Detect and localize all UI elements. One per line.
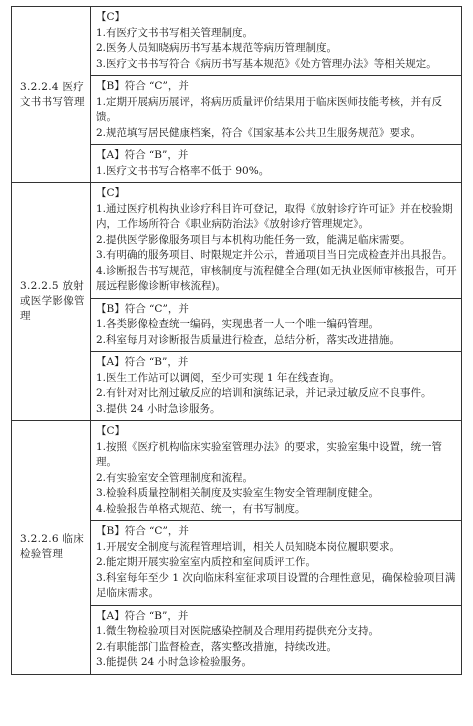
- grade-level-heading: 【A】符合 “B”，并: [96, 356, 189, 368]
- grade-level-heading: 【C】: [96, 11, 126, 23]
- standards-table: [11, 6, 462, 675]
- criteria-item: 3.检验科质量控制相关制度及实验室生物安全管理制度健全。: [96, 487, 380, 499]
- criteria-cell: [91, 605, 462, 674]
- criteria-item: 4.检验报告单格式规范、统一，有书写制度。: [96, 502, 306, 515]
- criteria-item: 2.规范填写居民健康档案，符合《国家基本公共卫生服务规范》要求。: [96, 126, 422, 139]
- criteria-item: 1.开展安全制度与流程管理培训，相关人员知晓本岗位履职要求。: [96, 540, 401, 553]
- criteria-item: 1.按照《医疗机构临床实验室管理办法》的要求，实验室集中设置，统一管理。: [96, 440, 443, 468]
- criteria-cell: [91, 421, 462, 521]
- grade-level-heading: 【B】符合 “C”，并: [96, 525, 189, 537]
- section-label: 3.2.2.6 临床检验管理: [12, 421, 91, 675]
- criteria-cell: [91, 521, 462, 606]
- grade-level-heading: 【A】符合 “B”，并: [96, 609, 189, 622]
- criteria-item: 3.有明确的服务项目、时限规定并公示，普通项目当日完成检查并出具报告。: [96, 249, 453, 261]
- grade-level-heading: 【C】: [96, 187, 126, 199]
- criteria-item: 2.科室每月对诊断报告质量进行检查，总结分析，落实改进措施。: [96, 333, 401, 346]
- criteria-cell: [91, 7, 462, 76]
- criteria-item: 4.诊断报告书写规范，审核制度与流程健全合理(如无执业医师审核报告，可开展远程影像诊断审核流程)。: [96, 264, 457, 292]
- grade-level-heading: 【B】符合 “C”，并: [96, 80, 189, 92]
- grade-level-heading: 【A】符合 “B”，并: [96, 149, 189, 161]
- criteria-item: 1.有医疗文书书写相关管理制度。: [96, 26, 254, 39]
- criteria-item: 2.有针对对比剂过敏反应的培训和演练记录，并记录过敏反应不良事件。: [96, 387, 432, 399]
- criteria-item: 1.通过医疗机构执业诊疗科目许可登记，取得《放射诊疗许可证》并在校验期内，工作场所符合《职业病防治法》《放射诊疗管理规定》。: [96, 202, 453, 230]
- criteria-cell: [91, 298, 462, 352]
- criteria-item: 1.医生工作站可以调阅，至少可实现 1 年在线查询。: [96, 371, 340, 384]
- grade-level-heading: 【B】符合 “C”，并: [96, 302, 189, 315]
- criteria-item: 2.能定期开展实验室室内质控和室间质评工作。: [96, 556, 317, 568]
- table-row: [12, 421, 462, 521]
- criteria-cell: [91, 352, 462, 421]
- table-body: [12, 7, 462, 675]
- criteria-cell: [91, 183, 462, 299]
- criteria-item: 2.提供医学影像服务项目与本机构功能任务一致，能满足临床需要。: [96, 233, 411, 246]
- criteria-item: 2.有实验室安全管理制度和流程。: [96, 471, 254, 484]
- criteria-item: 3.科室每年至少 1 次向临床科室征求项目设置的合理性意见，确保检验项目满足临床需求。: [96, 571, 456, 599]
- table-row: [12, 7, 462, 76]
- section-label: 3.2.2.4 医疗文书书写管理: [12, 7, 91, 183]
- criteria-item: 1.各类影像检查统一编码，实现患者一人一个唯一编码管理。: [96, 318, 380, 330]
- criteria-cell: [91, 145, 462, 183]
- table-row: [12, 183, 462, 299]
- section-label: 3.2.2.5 放射或医学影像管理: [12, 183, 91, 421]
- criteria-item: 3.能提供 24 小时急诊检验服务。: [96, 656, 253, 668]
- criteria-item: 1.微生物检验项目对医院感染控制及合理用药提供充分支持。: [96, 625, 380, 637]
- criteria-item: 1.定期开展病历展评，将病历质量评价结果用于临床医师技能考核，并有反馈。: [96, 95, 443, 123]
- grade-level-heading: 【C】: [96, 425, 126, 437]
- criteria-item: 3.医疗文书书写符合《病历书写基本规范》《处方管理办法》等相关规定。: [96, 57, 437, 70]
- criteria-item: 3.提供 24 小时急诊服务。: [96, 402, 221, 415]
- criteria-item: 2.有职能部门监督检查，落实整改措施，持续改进。: [96, 640, 338, 653]
- standards-document: [11, 6, 462, 675]
- criteria-cell: [91, 76, 462, 145]
- criteria-item: 1.医疗文书书写合格率不低于 90%。: [96, 164, 270, 177]
- criteria-item: 2.医务人员知晓病历书写基本规范等病历管理制度。: [96, 42, 338, 54]
